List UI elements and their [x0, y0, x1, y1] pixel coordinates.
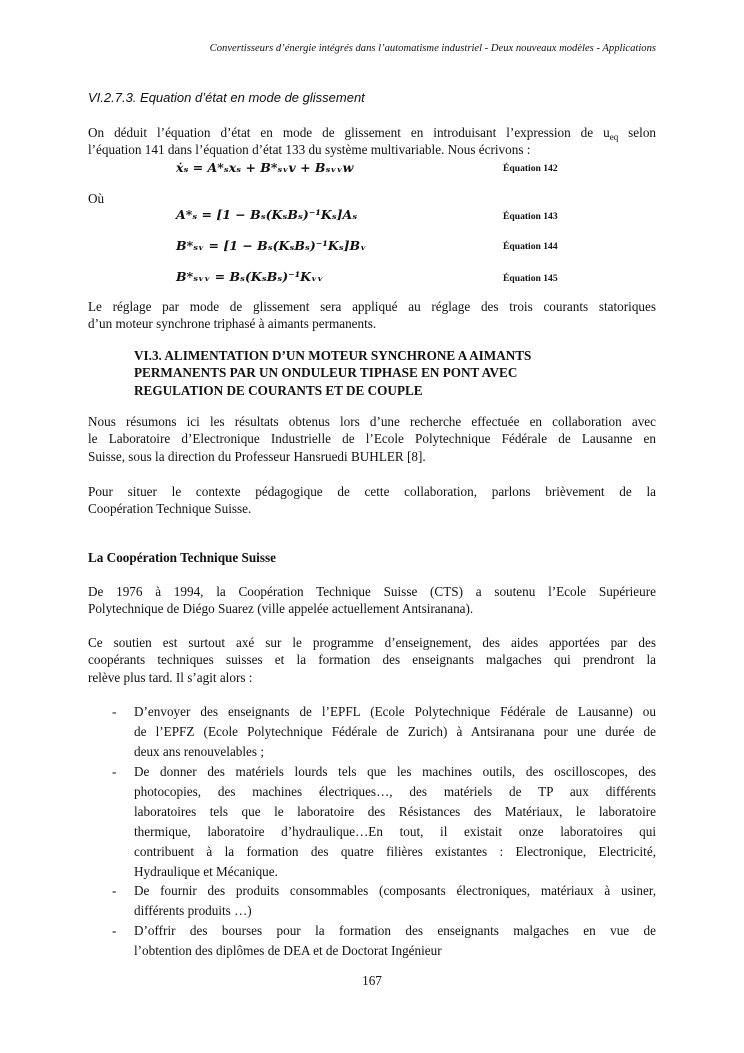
list-line: De donner des matériels lourds tels que les machines outils, des oscilloscopes, des: [134, 764, 656, 779]
list-line: contribuent à la formation des quatre filières existantes : Electronique, Electricité,: [134, 844, 656, 859]
cts-heading: La Coopération Technique Suisse: [88, 550, 276, 565]
cts-paragraph: [88, 583, 656, 618]
equation-144-label: Équation 144: [503, 241, 558, 252]
list-line: D’offrir des bourses pour la formation des enseignants malgaches en vue de: [134, 923, 656, 938]
list-bullet: -: [112, 704, 117, 719]
section-vi3-line-3: REGULATION DE COURANTS ET DE COUPLE: [134, 382, 423, 398]
list-line: D’envoyer des enseignants de l’EPFL (Ecole Polytechnique Fédérale de Lausanne) ou: [134, 704, 656, 719]
glissement-line-2: d’un moteur synchrone triphasé à aimants permanents.: [88, 316, 377, 332]
intro-paragraph: [88, 124, 656, 159]
equation-144: B*ₛᵥ = [1 − Bₛ(KₛBₛ)⁻¹Kₛ]Bᵥ: [176, 238, 367, 253]
page-number: 167: [362, 973, 382, 988]
list-line: photocopies, des machines électriques…, des matériels de TP aux différents: [134, 784, 656, 799]
section-vi3-line-2: PERMANENTS PAR UN ONDULEUR TIPHASE EN PONT AVEC: [134, 365, 518, 381]
equation-142: ẋₛ = A*ₛxₛ + B*ₛᵥv + Bₛᵥᵥw: [176, 160, 354, 175]
list-line: thermique, laboratoire d’hydraulique…En tout, il existait onze laboratoires qui: [134, 824, 656, 839]
contexte-paragraph: [88, 483, 656, 518]
cts-line-2: Polytechnique de Diégo Suarez (ville appelée actuellement Antsiranana).: [88, 601, 474, 617]
equation-143: A*ₛ = [1 − Bₛ(KₛBₛ)⁻¹Kₛ]Aₛ: [176, 207, 358, 222]
soutien-line-1: Ce soutien est surtout axé sur le programme d’enseignement, des aides apportées par des: [88, 635, 656, 650]
list-line: de l’EPFZ (Ecole Polytechnique Fédérale de Zurich) à Antsiranana pour une durée de: [134, 724, 656, 739]
equation-143-label: Équation 143: [503, 211, 558, 222]
list-line: laboratoires tels que le laboratoire des Résistances des Matériaux, le laboratoire: [134, 804, 656, 819]
equation-142-label: Équation 142: [503, 163, 558, 174]
list-line: l’obtention des diplômes de DEA et de Doctorat Ingénieur: [134, 943, 442, 958]
contexte-line-2: Coopération Technique Suisse.: [88, 501, 252, 517]
section-vi3-line-1: VI.3. ALIMENTATION D’UN MOTEUR SYNCHRONE A AIMANTS: [134, 348, 532, 363]
list-line: De fournir des produits consommables (composants électroniques, matériaux à usiner,: [134, 883, 656, 898]
list-line: deux ans renouvelables ;: [134, 744, 265, 759]
list-line: Hydraulique et Mécanique.: [134, 864, 278, 879]
subsection-heading: VI.2.7.3. Equation d’état en mode de glissement: [88, 90, 365, 105]
list-bullet: -: [112, 883, 117, 898]
equation-145: B*ₛᵥᵥ = Bₛ(KₛBₛ)⁻¹Kᵥᵥ: [176, 269, 324, 284]
glissement-line-1: Le réglage par mode de glissement sera appliqué au réglage des trois courants statoriques: [88, 299, 656, 314]
intro-line-1: On déduit l’équation d’état en mode de glissement en introduisant l’expression de $u_{eq}$ selon: [88, 125, 657, 142]
list-line: différents produits …): [134, 903, 252, 918]
resume-line-2: le Laboratoire d’Electronique Industrielle de l’Ecole Polytechnique Fédérale de Lausanne en: [88, 431, 656, 447]
equation-145-label: Équation 145: [503, 273, 558, 284]
cts-line-1: De 1976 à 1994, la Coopération Technique Suisse (CTS) a soutenu l’Ecole Supérieure: [88, 584, 656, 599]
list-bullet: -: [112, 764, 117, 779]
resume-paragraph: [88, 413, 656, 465]
ou-label: Où: [88, 191, 105, 206]
resume-line-1: Nous résumons ici les résultats obtenus lors d’une recherche effectuée en collaboration avec: [88, 414, 656, 429]
running-header: Convertisseurs d’énergie intégrés dans l’automatisme industriel - Deux nouveaux modèles - Applications: [209, 43, 656, 54]
intro-line-2: l’équation 141 dans l’équation d’état 133 du système multivariable. Nous écrivons :: [88, 142, 531, 158]
contexte-line-1: Pour situer le contexte pédagogique de cette collaboration, parlons brièvement de la: [88, 484, 656, 499]
resume-line-3: Suisse, sous la direction du Professeur Hansruedi BUHLER [8].: [88, 448, 426, 464]
soutien-line-3: relève plus tard. Il s’agit alors :: [88, 669, 253, 685]
section-vi3-heading: [134, 347, 614, 399]
glissement-paragraph: [88, 298, 656, 333]
list-bullet: -: [112, 923, 117, 938]
soutien-line-2: coopérants techniques suisses et la formation des enseignants malgaches qui prendront la: [88, 652, 656, 668]
soutien-paragraph: [88, 634, 656, 686]
